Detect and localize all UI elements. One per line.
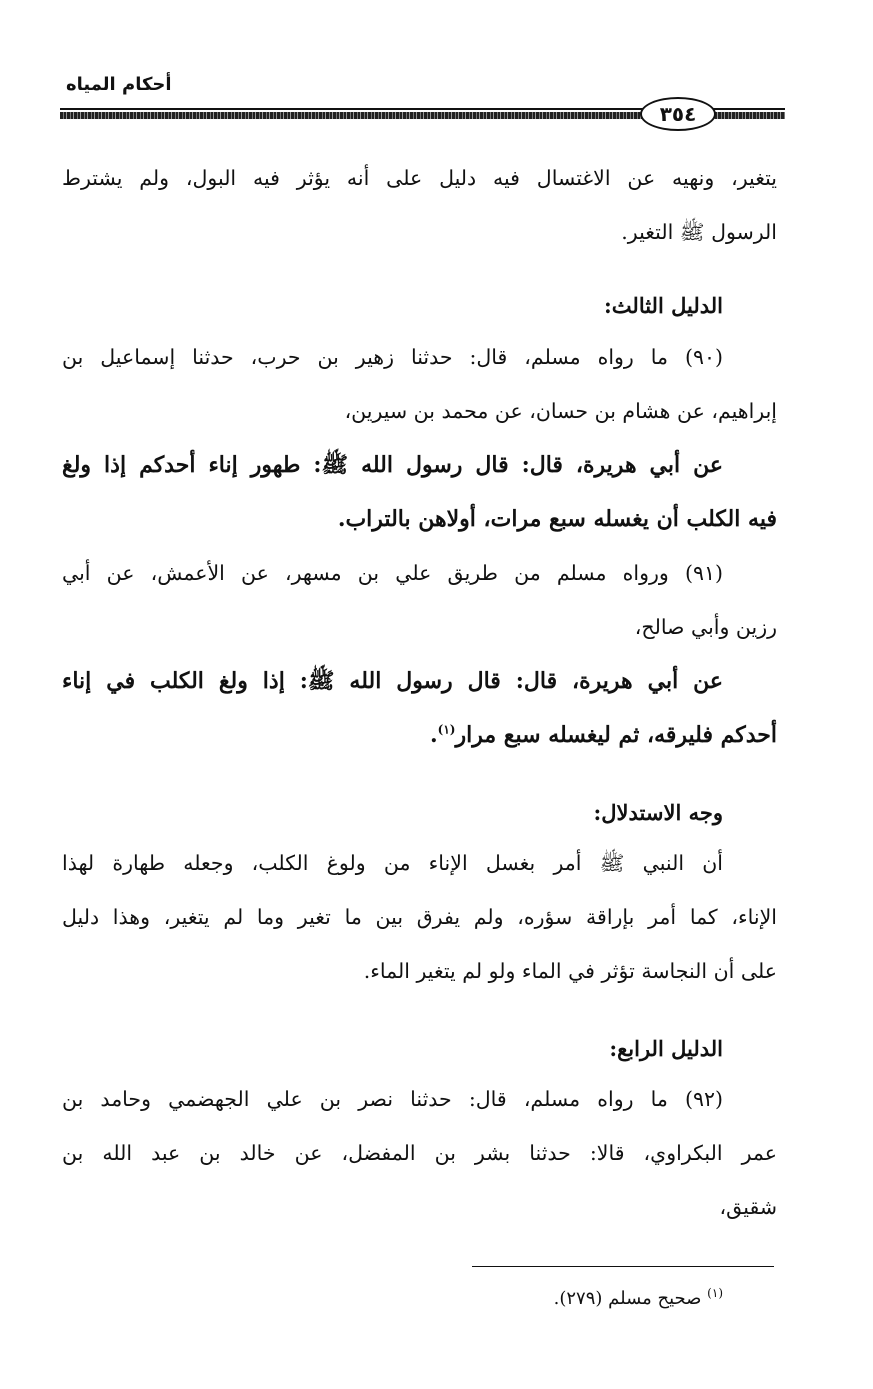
- paragraph-line: الإناء، كما أمر بإراقة سؤره، ولم يفرق بين ما تغير وما لم يتغير، وهذا دليل: [62, 905, 777, 929]
- hadith-matn-line: عن أبي هريرة، قال: قال رسول الله ﷺ: طهور إناء أحدكم إذا ولغ: [62, 452, 723, 478]
- paragraph-line: يتغير، ونهيه عن الاغتسال فيه دليل على أنه يؤثر فيه البول، ولم يشترط: [62, 166, 777, 190]
- footnote-marker: (١): [707, 1286, 723, 1300]
- running-title: أحكام المياه: [66, 74, 172, 95]
- footnote-reference[interactable]: (١): [437, 722, 456, 737]
- hadith-matn-line: [62, 724, 777, 746]
- paragraph-line: على أن النجاسة تؤثر في الماء ولو لم يتغير الماء.: [363, 959, 777, 983]
- section-heading: الدليل الثالث:: [604, 293, 723, 318]
- paragraph-line: الرسول ﷺ التغير.: [621, 220, 777, 244]
- page-number-text: ٣٥٤: [659, 102, 697, 126]
- hadith-chain-line: شقيق،: [719, 1195, 777, 1219]
- hadith-chain-line: (٩١) ورواه مسلم من طريق علي بن مسهر، عن الأعمش، عن أبي: [62, 561, 723, 585]
- hadith-chain-line: عمر البكراوي، قالا: حدثنا بشر بن المفضل، عن خالد بن عبد الله بن: [62, 1141, 777, 1165]
- hadith-matn-line: عن أبي هريرة، قال: قال رسول الله ﷺ: إذا ولغ الكلب في إناء: [62, 668, 723, 694]
- hadith-matn-end: .: [429, 722, 438, 748]
- hadith-matn-line: فيه الكلب أن يغسله سبع مرات، أولاهن بالتراب.: [337, 506, 777, 532]
- footnote: [554, 1288, 723, 1309]
- section-heading: وجه الاستدلال:: [593, 800, 723, 825]
- paragraph-line: أن النبي ﷺ أمر بغسل الإناء من ولوغ الكلب، وجعله طهارة لهذا: [62, 851, 723, 875]
- footnote-text: صحيح مسلم (٢٧٩).: [553, 1288, 708, 1309]
- hadith-chain-line: (٩٠) ما رواه مسلم، قال: حدثنا زهير بن حرب، حدثنا إسماعيل بن: [62, 345, 723, 369]
- hadith-matn-text: أحدكم فليرقه، ثم ليغسله سبع مرار: [455, 722, 777, 748]
- hadith-chain-line: رزين وأبي صالح،: [634, 615, 777, 639]
- page-number: [640, 97, 716, 131]
- section-heading: الدليل الرابع:: [609, 1036, 723, 1061]
- footnote-separator: [472, 1266, 774, 1267]
- hadith-chain-line: (٩٢) ما رواه مسلم، قال: حدثنا نصر بن علي الجهضمي وحامد بن: [62, 1087, 723, 1111]
- hadith-chain-line: إبراهيم، عن هشام بن حسان، عن محمد بن سيرين،: [344, 399, 777, 423]
